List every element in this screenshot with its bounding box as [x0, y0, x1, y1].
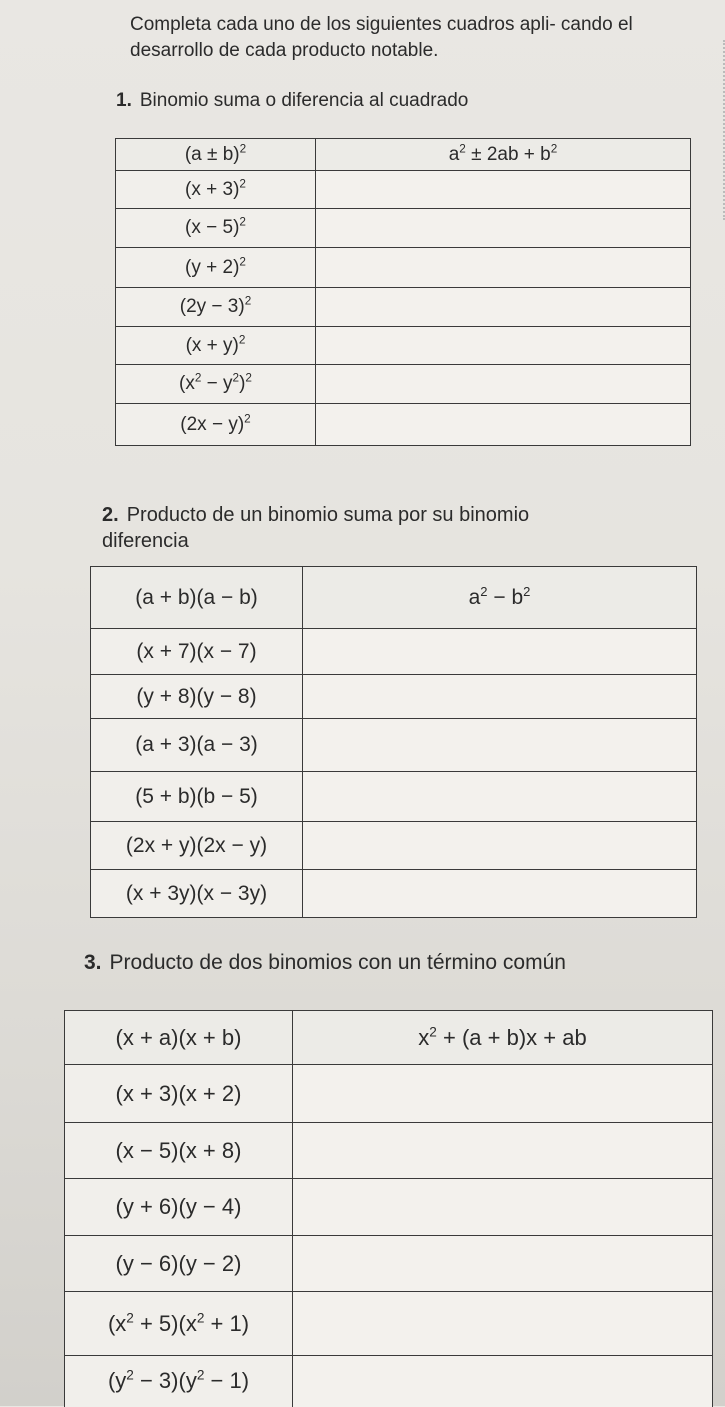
section-3-title: Producto de dos binomios con un término común: [109, 951, 566, 974]
answer-cell[interactable]: [316, 365, 691, 404]
table-3-header-row: [65, 1011, 713, 1065]
row-expression: $(y^2 - 3)(y^2 - 1)$: [65, 1356, 293, 1407]
section-1-number: 1.: [116, 90, 132, 111]
row-expression: $(2x - y)^2$: [116, 404, 316, 446]
answer-cell[interactable]: [303, 822, 697, 870]
answer-cell[interactable]: [303, 675, 697, 719]
table-2-header-expression: (a + b)(a − b): [91, 567, 303, 629]
table-row: [65, 1292, 713, 1356]
table-3-header-formula: $x^2 + (a + b)x$ + ab: [293, 1011, 713, 1065]
table-row: [91, 675, 697, 719]
table-row: [65, 1236, 713, 1292]
section-2-title-line2: diferencia: [102, 530, 189, 552]
row-expression: (y + 6)(y − 4): [65, 1179, 293, 1236]
section-3-heading: [84, 950, 566, 976]
answer-cell[interactable]: [293, 1356, 713, 1407]
table-1-header-row: [116, 139, 691, 171]
table-row: [116, 365, 691, 404]
table-termino-comun: [64, 1010, 713, 1407]
answer-cell[interactable]: [293, 1065, 713, 1123]
table-row: [116, 209, 691, 248]
answer-cell[interactable]: [303, 772, 697, 822]
row-expression: $(x^2 + 5)(x^2 + 1)$: [65, 1292, 293, 1356]
table-row: [116, 288, 691, 327]
row-expression: (x + 3)(x + 2): [65, 1065, 293, 1123]
table-2-header-row: [91, 567, 697, 629]
section-2-title-line1: Producto de un binomio suma por su binomio: [126, 504, 530, 526]
row-expression: (2x + y)(2x − y): [91, 822, 303, 870]
table-1-header-formula: $a^2 \pm 2ab + b^2$: [316, 139, 691, 171]
table-row: [91, 772, 697, 822]
answer-cell[interactable]: [303, 719, 697, 772]
section-3-number: 3.: [84, 951, 102, 974]
answer-cell[interactable]: [293, 1236, 713, 1292]
table-row: [65, 1123, 713, 1179]
section-1-title: Binomio suma o diferencia al cuadrado: [139, 90, 469, 111]
row-expression: (x + 7)(x − 7): [91, 629, 303, 675]
table-row: [116, 327, 691, 365]
row-expression: (y + 8)(y − 8): [91, 675, 303, 719]
answer-cell[interactable]: [316, 327, 691, 365]
answer-cell[interactable]: [316, 171, 691, 209]
row-expression: (5 + b)(b − 5): [91, 772, 303, 822]
answer-cell[interactable]: [316, 248, 691, 288]
table-row: [91, 870, 697, 918]
page-edge-mark: [720, 40, 725, 220]
table-row: [91, 719, 697, 772]
section-2-heading: [102, 502, 702, 554]
row-expression: $(y + 2)^2$: [116, 248, 316, 288]
row-expression: $(x + 3)^2$: [116, 171, 316, 209]
answer-cell[interactable]: [293, 1292, 713, 1356]
table-row: [116, 404, 691, 446]
table-row: [65, 1179, 713, 1236]
table-1-header-expression: $(a \pm b)^2$: [116, 139, 316, 171]
table-row: [91, 629, 697, 675]
answer-cell[interactable]: [303, 870, 697, 918]
table-binomio-cuadrado: [115, 138, 691, 446]
table-3-header-expression: (x + a)(x + b): [65, 1011, 293, 1065]
answer-cell[interactable]: [303, 629, 697, 675]
table-row: [91, 822, 697, 870]
answer-cell[interactable]: [316, 288, 691, 327]
answer-cell[interactable]: [293, 1179, 713, 1236]
instructions-text: Completa cada uno de los siguientes cuadros apli- cando el desarrollo de cada producto notable.: [130, 14, 633, 61]
table-2-header-formula: $a^2 - b^2$: [303, 567, 697, 629]
section-2-number: 2.: [102, 504, 119, 526]
row-expression: $(2y - 3)^2$: [116, 288, 316, 327]
row-expression: $(x + y)^2$: [116, 327, 316, 365]
answer-cell[interactable]: [316, 209, 691, 248]
table-row: [65, 1356, 713, 1407]
table-row: [116, 171, 691, 209]
answer-cell[interactable]: [316, 404, 691, 446]
table-row: [116, 248, 691, 288]
row-expression: (y − 6)(y − 2): [65, 1236, 293, 1292]
table-binomios-conjugados: [90, 566, 697, 918]
row-expression: (x + 3y)(x − 3y): [91, 870, 303, 918]
table-row: [65, 1065, 713, 1123]
row-expression: (x − 5)(x + 8): [65, 1123, 293, 1179]
answer-cell[interactable]: [293, 1123, 713, 1179]
row-expression: $(x - 5)^2$: [116, 209, 316, 248]
section-1-heading: [116, 88, 468, 114]
row-expression: $(x^2 - y^2)^2$: [116, 365, 316, 404]
row-expression: (a + 3)(a − 3): [91, 719, 303, 772]
